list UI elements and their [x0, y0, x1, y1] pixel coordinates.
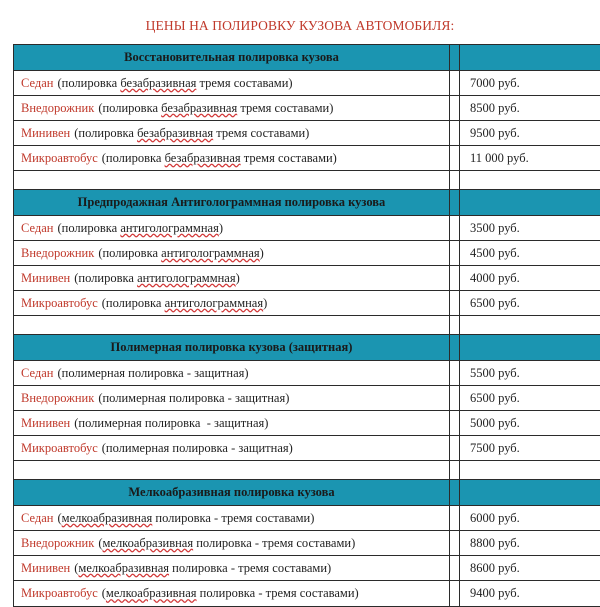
description-text: ( [57, 510, 62, 525]
section-header: Восстановительная полировка кузова [14, 45, 450, 70]
header-cell [450, 190, 460, 215]
empty-cell [450, 531, 460, 555]
service-description [14, 71, 450, 95]
page-title: ЦЕНЫ НА ПОЛИРОВКУ КУЗОВА АВТОМОБИЛЯ: [145, 18, 455, 33]
vehicle-type: Седан [21, 220, 54, 235]
vehicle-type: Микроавтобус [21, 586, 98, 600]
price: 11 000 руб. [470, 150, 529, 165]
section-header: Мелкоабразивная полировка кузова [14, 480, 450, 505]
price-table [13, 44, 600, 607]
table-row [14, 121, 600, 146]
vehicle-type: Седан [21, 510, 54, 525]
description-text: ) [235, 270, 240, 285]
table-row [14, 146, 600, 171]
header-cell [460, 190, 600, 215]
empty-cell [450, 386, 460, 410]
header-cell [450, 335, 460, 360]
description-text: полировка - тремя составами) [196, 586, 359, 600]
price: 8800 руб. [470, 535, 520, 550]
service-description [14, 386, 450, 410]
description-text: полировка - тремя составами) [193, 535, 356, 550]
empty-cell [450, 411, 460, 435]
empty-cell [450, 216, 460, 240]
vehicle-type: Минивен [21, 560, 71, 575]
service-description [14, 556, 450, 580]
service-description [14, 266, 450, 290]
description-term: безабразивная [137, 125, 214, 140]
description-text: ( [101, 586, 106, 600]
service-description [14, 411, 450, 435]
price: 9400 руб. [470, 586, 520, 600]
description-text: (полировка [74, 270, 138, 285]
description-term: мелкоабразивная [105, 586, 197, 600]
table-row [14, 506, 600, 531]
header-cell [450, 45, 460, 70]
empty-cell [450, 71, 460, 95]
empty-cell [450, 241, 460, 265]
service-description [14, 291, 450, 315]
empty-cell [450, 146, 460, 170]
empty-cell [450, 171, 460, 189]
table-row [14, 581, 600, 606]
price: 9500 руб. [470, 125, 520, 140]
price: 3500 руб. [470, 220, 520, 235]
description-text: (полировка [74, 125, 138, 140]
vehicle-type: Минивен [21, 270, 71, 285]
header-cell [460, 335, 600, 360]
spacer-row [14, 461, 600, 480]
spacer-row [14, 316, 600, 335]
vehicle-type: Седан [21, 75, 54, 90]
price: 6500 руб. [470, 295, 520, 310]
table-row [14, 291, 600, 316]
section-header: Полимерная полировка кузова (защитная) [14, 335, 450, 360]
table-row [14, 436, 600, 461]
description-text: (полировка [101, 295, 165, 310]
table-row [14, 266, 600, 291]
empty-cell [460, 316, 600, 334]
service-description [14, 506, 450, 530]
description-term: антиголограммная [137, 270, 236, 285]
description-text: тремя составами) [237, 100, 334, 115]
empty-cell [450, 556, 460, 580]
price: 4000 руб. [470, 270, 520, 285]
spacer-row [14, 171, 600, 190]
empty-cell [14, 461, 450, 479]
table-row [14, 411, 600, 436]
vehicle-type: Внедорожник [21, 245, 95, 260]
service-description [14, 581, 450, 606]
description-term: безабразивная [164, 150, 241, 165]
description-text: (полировка [98, 245, 162, 260]
empty-cell [450, 316, 460, 334]
empty-cell [450, 461, 460, 479]
table-row [14, 241, 600, 266]
empty-cell [460, 461, 600, 479]
price: 5500 руб. [470, 365, 520, 380]
description-text: (полировка [57, 220, 121, 235]
vehicle-type: Внедорожник [21, 535, 95, 550]
empty-cell [450, 121, 460, 145]
table-row [14, 96, 600, 121]
description-text: (полимерная полировка - защитная) [57, 365, 249, 380]
description-term: безабразивная [161, 100, 238, 115]
price: 6500 руб. [470, 390, 520, 405]
description-text: ) [218, 220, 223, 235]
empty-cell [450, 96, 460, 120]
description-text: тремя составами) [240, 150, 337, 165]
vehicle-type: Микроавтобус [21, 440, 98, 455]
vehicle-type: Седан [21, 365, 54, 380]
vehicle-type: Микроавтобус [21, 295, 98, 310]
description-term: антиголограммная [164, 295, 264, 310]
price: 8500 руб. [470, 100, 520, 115]
empty-cell [450, 266, 460, 290]
description-text: (полировка [57, 75, 121, 90]
description-text: ) [259, 245, 264, 260]
empty-cell [450, 436, 460, 460]
empty-cell [450, 291, 460, 315]
vehicle-type: Микроавтобус [21, 150, 98, 165]
vehicle-type: Минивен [21, 125, 71, 140]
empty-cell [14, 171, 450, 189]
price: 8600 руб. [470, 560, 520, 575]
description-text: (полировка [98, 100, 162, 115]
empty-cell [450, 581, 460, 606]
table-row [14, 386, 600, 411]
service-description [14, 96, 450, 120]
description-text: ( [74, 560, 79, 575]
description-text: тремя составами) [213, 125, 310, 140]
service-description [14, 241, 450, 265]
description-term: антиголограммная [120, 220, 219, 235]
price: 7500 руб. [470, 440, 520, 455]
empty-cell [14, 316, 450, 334]
description-text: тремя составами) [196, 75, 293, 90]
description-term: мелкоабразивная [102, 535, 194, 550]
description-text: (полимерная полировка - защитная) [98, 390, 290, 405]
description-text: ) [263, 295, 268, 310]
empty-cell [450, 506, 460, 530]
service-description [14, 146, 450, 170]
description-text: (полимерная полировка - защитная) [101, 440, 293, 455]
service-description [14, 216, 450, 240]
table-row [14, 556, 600, 581]
header-cell [450, 480, 460, 505]
price: 7000 руб. [470, 75, 520, 90]
description-term: мелкоабразивная [61, 510, 153, 525]
description-text: полировка - тремя составами) [169, 560, 332, 575]
service-description [14, 361, 450, 385]
section-header: Предпродажная Антиголограммная полировка кузова [14, 190, 450, 215]
table-row [14, 216, 600, 241]
vehicle-type: Внедорожник [21, 100, 95, 115]
service-description [14, 436, 450, 460]
service-description [14, 121, 450, 145]
description-text: полировка - тремя составами) [152, 510, 315, 525]
empty-cell [450, 361, 460, 385]
description-text: (полимерная полировка - защитная) [74, 415, 269, 430]
description-term: антиголограммная [161, 245, 260, 260]
price: 4500 руб. [470, 245, 520, 260]
table-row [14, 361, 600, 386]
price: 5000 руб. [470, 415, 520, 430]
section-header-row [14, 45, 600, 71]
service-description [14, 531, 450, 555]
table-row [14, 71, 600, 96]
description-text: (полировка [101, 150, 165, 165]
price: 6000 руб. [470, 510, 520, 525]
header-cell [460, 45, 600, 70]
description-text: ( [98, 535, 103, 550]
table-row [14, 531, 600, 556]
vehicle-type: Минивен [21, 415, 71, 430]
empty-cell [460, 171, 600, 189]
description-term: безабразивная [120, 75, 197, 90]
section-header-row [14, 480, 600, 506]
section-header-row [14, 190, 600, 216]
header-cell [460, 480, 600, 505]
section-header-row [14, 335, 600, 361]
vehicle-type: Внедорожник [21, 390, 95, 405]
description-term: мелкоабразивная [78, 560, 170, 575]
